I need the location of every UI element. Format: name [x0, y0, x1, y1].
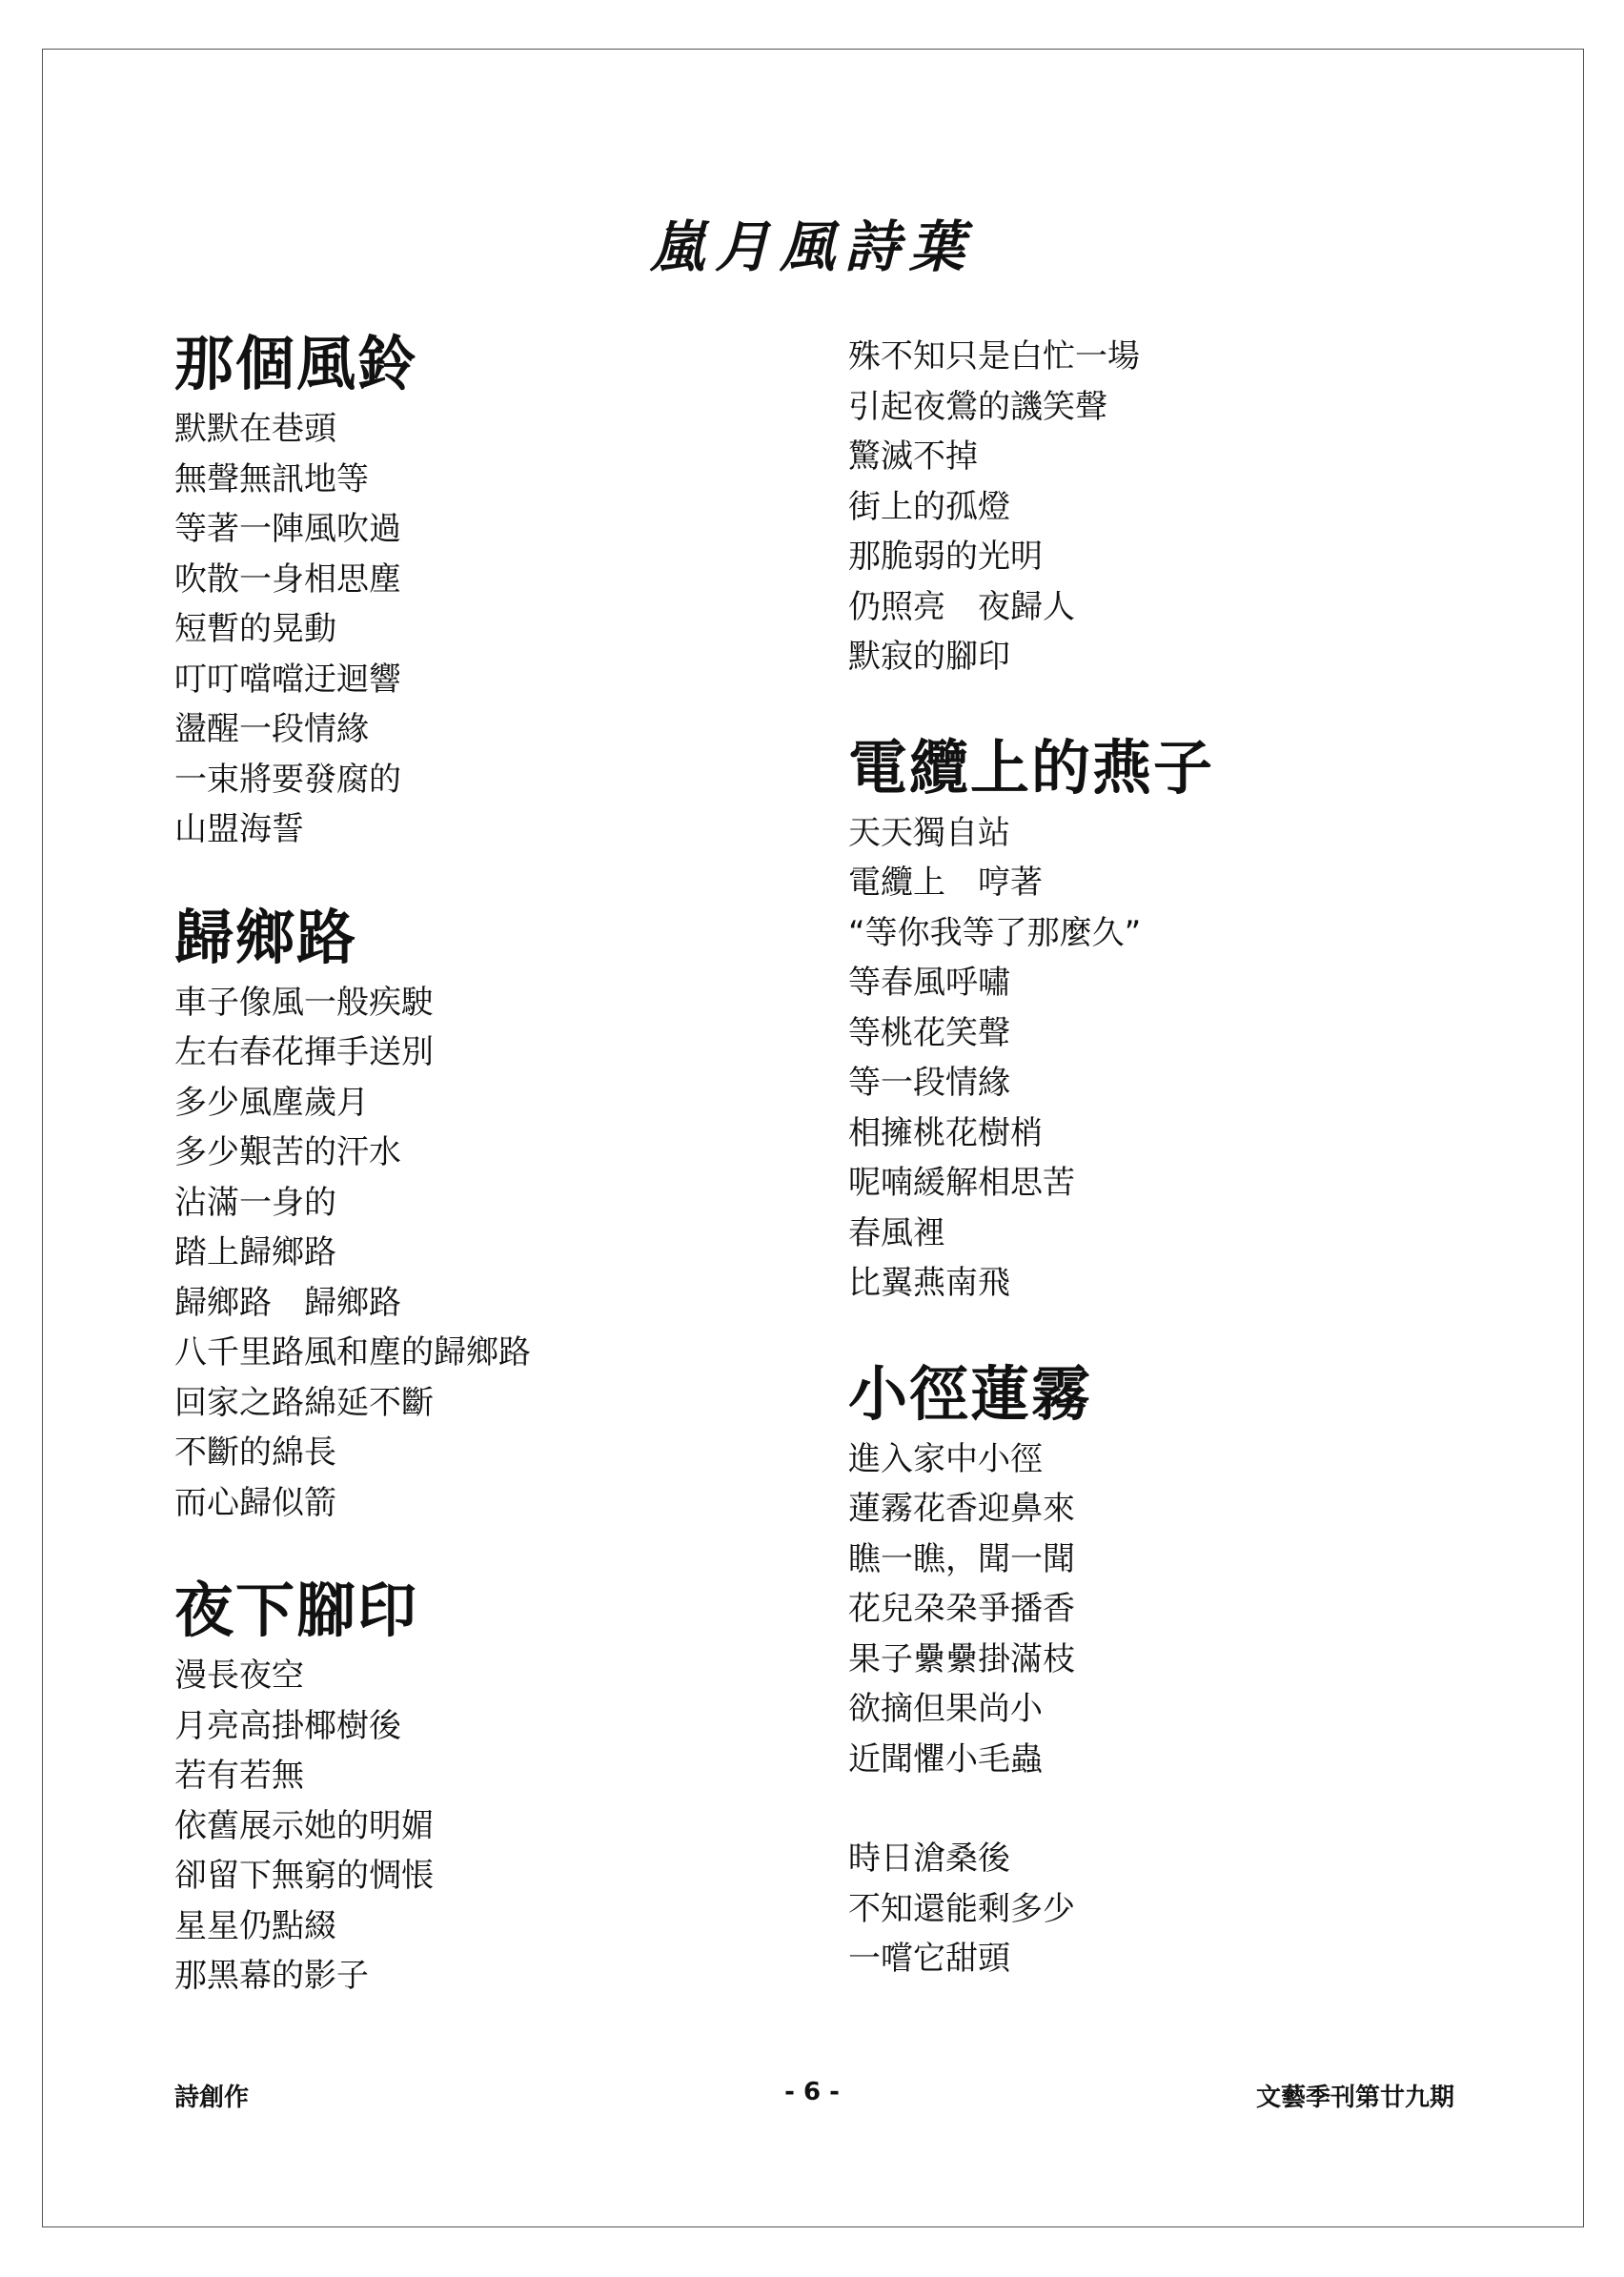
- poem-line: 叮叮噹噹迂迴響: [174, 660, 401, 699]
- left-column: [174, 324, 842, 2002]
- poem-line: 一嚐它甜頭: [848, 1940, 1010, 1978]
- poem-line: 歸鄉路 歸鄉路: [174, 1283, 401, 1322]
- poem-line: 多少艱苦的汗水: [174, 1133, 401, 1171]
- poem-line: 瞧一瞧，聞一聞: [848, 1539, 1075, 1578]
- poem-line: 等桃花笑聲: [848, 1013, 1010, 1052]
- poem-line: 不知還能剩多少: [848, 1889, 1075, 1928]
- poem-line: 春風裡: [848, 1213, 945, 1252]
- poem-line: 欲摘但果尚小: [848, 1690, 1043, 1728]
- poem: [174, 898, 842, 1529]
- poem-line: 等一段情緣: [848, 1064, 1010, 1102]
- right-column: [848, 332, 1515, 1984]
- poem-line: 山盟海誓: [174, 810, 304, 848]
- poem-line: 卻留下無窮的惆悵: [174, 1857, 434, 1895]
- page-title: 嵐月風詩葉: [649, 214, 974, 279]
- poem-line: 沾滿一身的: [174, 1183, 336, 1222]
- poem-line: 天天獨自站: [848, 813, 1010, 852]
- poem-line: 殊不知只是白忙一場: [848, 337, 1140, 376]
- poem-line: 多少風塵歲月: [174, 1083, 369, 1122]
- poem: [174, 1571, 842, 2002]
- publication-name: 文藝季刊第廿九期: [1255, 2084, 1454, 2112]
- poem-line: 踏上歸鄉路: [174, 1233, 336, 1271]
- poem-line: 街上的孤燈: [848, 487, 1010, 526]
- poem-line: 那脆弱的光明: [848, 538, 1043, 576]
- poem-line: 等春風呼嘯: [848, 964, 1010, 1002]
- poem-title: 那個風鈴: [174, 329, 419, 398]
- poem-line: 進入家中小徑: [848, 1439, 1043, 1478]
- poem-line: 花兒朶朶爭播香: [848, 1590, 1075, 1628]
- poem-line: 呢喃緩解相思苦: [848, 1164, 1075, 1202]
- page-number: - 6 -: [784, 2078, 840, 2106]
- poem-line: 驚滅不掉: [848, 437, 978, 476]
- poem-line: 不斷的綿長: [174, 1433, 336, 1472]
- poem-title: 夜下腳印: [174, 1576, 419, 1645]
- poem-line: 若有若無: [174, 1757, 304, 1795]
- poem-continuation: [848, 332, 1515, 682]
- poem-title: 小徑蓮霧: [848, 1358, 1093, 1429]
- poem-line: 時日滄桑後: [848, 1840, 1010, 1878]
- poem-line: 仍照亮 夜歸人: [848, 587, 1075, 626]
- poem-line: 相擁桃花樹梢: [848, 1113, 1043, 1152]
- poem-line: 回家之路綿延不斷: [174, 1383, 434, 1422]
- footer-section-label: 詩創作: [174, 2084, 250, 2112]
- poem-line: 果子纍纍掛滿枝: [848, 1639, 1075, 1678]
- poem-line: 短暫的晃動: [174, 610, 336, 648]
- poem-line: 電纜上 哼著: [848, 864, 1043, 902]
- poem-line: 依舊展示她的明媚: [174, 1806, 434, 1845]
- poem-line: 無聲無訊地等: [174, 459, 369, 498]
- poem-line: 八千里路風和塵的歸鄉路: [174, 1333, 531, 1372]
- poem-line: 漫長夜空: [174, 1657, 304, 1695]
- poem-line: “等你我等了那麼久”: [848, 913, 1142, 952]
- poem-line: 那黑幕的影子: [174, 1957, 369, 1995]
- poem: [174, 324, 842, 855]
- poem-line: 左右春花揮手送別: [174, 1033, 434, 1071]
- poem: [848, 728, 1515, 1309]
- poem: [848, 1354, 1515, 1984]
- poem-line: 近聞懼小毛蟲: [848, 1739, 1043, 1779]
- poem-line: 盪醒一段情緣: [174, 710, 369, 748]
- poem-line: 蓮霧花香迎鼻來: [848, 1490, 1075, 1528]
- poem-title: 歸鄉路: [174, 902, 358, 972]
- poem-line: 而心歸似箭: [174, 1483, 336, 1522]
- poem-line: 默寂的腳印: [848, 638, 1010, 676]
- poem-line: 吹散一身相思塵: [174, 559, 401, 599]
- poem-title: 電纜上的燕子: [848, 732, 1215, 803]
- poem-line: 引起夜鶯的譏笑聲: [848, 387, 1107, 426]
- poem-line: 月亮高掛椰樹後: [174, 1706, 401, 1745]
- poem-line: 比翼燕南飛: [848, 1264, 1010, 1302]
- poem-line: 車子像風一般疾駛: [174, 983, 434, 1022]
- poem-line: 默默在巷頭: [174, 410, 336, 448]
- poem-line: 星星仍點綴: [174, 1906, 336, 1945]
- poem-line: 等著一陣風吹過: [174, 510, 401, 548]
- poem-line: 一束將要發腐的: [174, 760, 401, 799]
